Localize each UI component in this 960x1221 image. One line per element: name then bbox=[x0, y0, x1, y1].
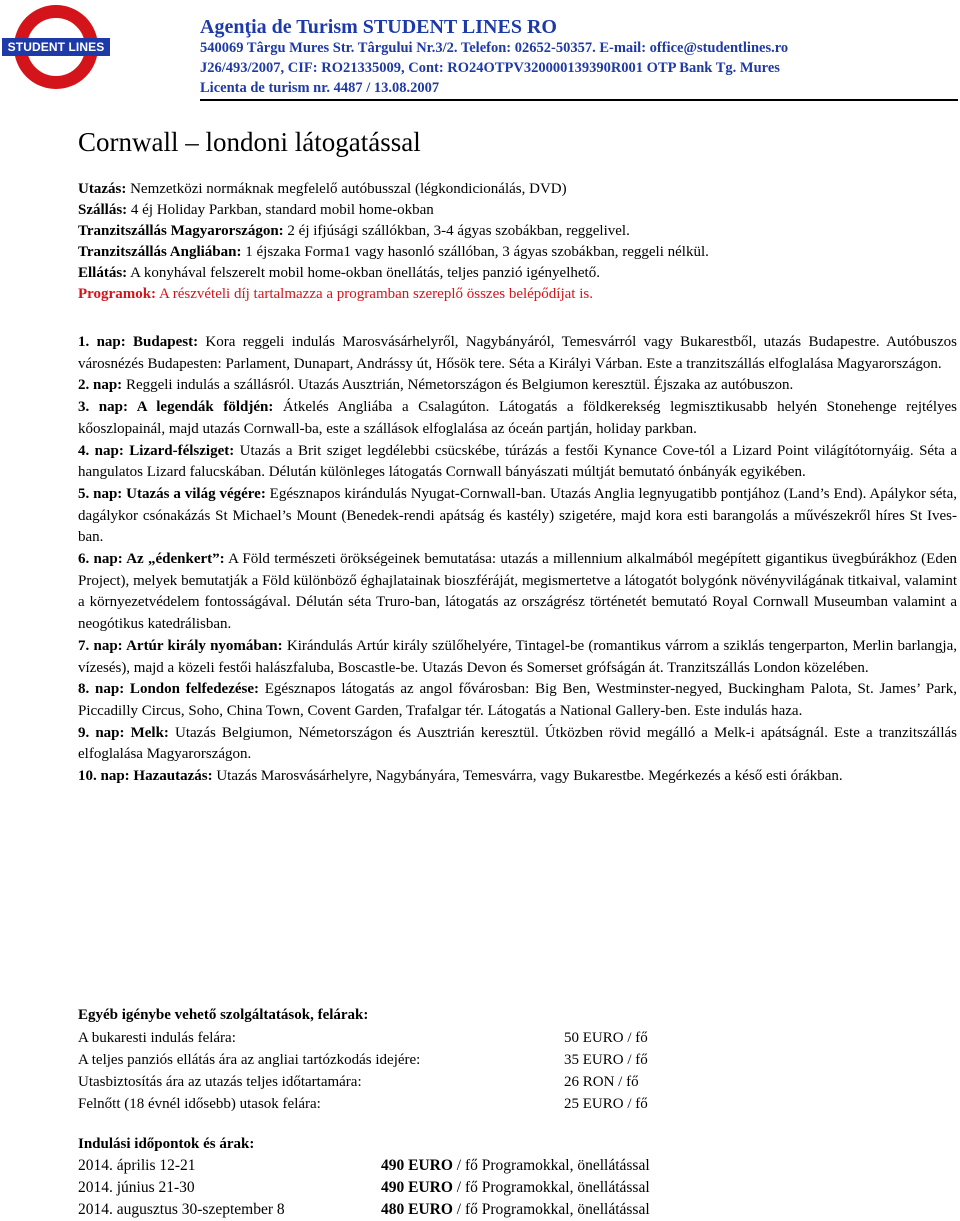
summary-transit-hu: Tranzitszállás Magyarországon: 2 éj ifjúsági szállókban, 3-4 ágyas szobákban, reggelivel. bbox=[78, 222, 630, 239]
extras-row: A bukaresti indulás felára: 50 EURO / fő bbox=[78, 1030, 648, 1046]
departure-row: 2014. április 12-21 490 EURO / fő Programokkal, önellátással bbox=[78, 1157, 650, 1174]
itinerary-day: 10. nap: Hazautazás: Utazás Marosvásárhelyre, Nagybányára, Temesvárra, vagy Bukarestbe. Megérkezés a késő esti órákban. bbox=[78, 768, 843, 785]
extras-row: A teljes panziós ellátás ára az angliai tartózkodás idejére: 35 EURO / fő bbox=[78, 1052, 648, 1068]
summary-transit-uk: Tranzitszállás Angliában: 1 éjszaka Forma1 vagy hasonló szállóban, 3 ágyas szobákban, reggeli nélkül. bbox=[78, 243, 709, 260]
itinerary-day: 5. nap: Utazás a világ végére: Egésznapos kirándulás Nyugat-Cornwall-ban. Utazás Anglia legnyugatibb pontjához (Land’s End). Apálykor séta, dagálykor csónakázás St Michael’s Mount (Benedek-rendi apátság és kastély) szigetére, majd kora esti barangolás a művészekről híres St Ives-ban. bbox=[78, 485, 957, 546]
page-title: Cornwall – londoni látogatással bbox=[78, 127, 421, 157]
departure-row: 2014. június 21-30 490 EURO / fő Programokkal, önellátással bbox=[78, 1179, 650, 1196]
agency-license: Licenta de turism nr. 4487 / 13.08.2007 bbox=[200, 80, 440, 96]
logo-text: STUDENT LINES bbox=[7, 40, 105, 54]
summary-meals: Ellátás: A konyhával felszerelt mobil home-okban önellátás, teljes panzió igényelhető. bbox=[78, 264, 600, 281]
agency-header bbox=[200, 16, 955, 98]
summary-programs: Programok: A részvételi díj tartalmazza a programban szereplő összes belépődíjat is. bbox=[78, 285, 593, 302]
departure-row: 2014. augusztus 30-szeptember 8 480 EURO / fő Programokkal, önellátással bbox=[78, 1201, 650, 1218]
itinerary-day: 7. nap: Artúr király nyomában: Kirándulás Artúr király szülőhelyére, Tintagel-be (romantikus várrom a sziklás tengerparton, Merlin barlangja, vízesés), majd a közeli festői halászfaluba, Boscastle-be. Utazás Devon és Somerset grófságán át. Tranzitszállás London közelében. bbox=[78, 637, 958, 676]
summary-travel: Utazás: Nemzetközi normáknak megfelelő autóbusszal (légkondicionálás, DVD) bbox=[78, 181, 567, 197]
itinerary-day: 9. nap: Melk: Utazás Belgiumon, Németországon és Ausztrián keresztül. Útközben rövid megálló a Melk-i apátságnál. Este a tranzitszállás elfoglalása Magyarországon. bbox=[78, 724, 958, 763]
extras-list bbox=[78, 1027, 778, 1115]
itinerary-day: 8. nap: London felfedezése: Egésznapos látogatás az angol fővárosban: Big Ben, Westminster-negyed, Buckingham Palota, St. James’ Park, Piccadilly Circus, Soho, China Town, Covent Garden, Trafalgar tér. Látogatás a National Gallery-ben. Este indulás haza. bbox=[78, 681, 957, 719]
departures-title: Indulási időpontok és árak: bbox=[78, 1136, 255, 1152]
departures-list bbox=[78, 1155, 778, 1221]
trip-summary bbox=[78, 179, 958, 304]
extras-title: Egyéb igénybe vehető szolgáltatások, felárak: bbox=[78, 1007, 369, 1023]
itinerary-day: 3. nap: A legendák földjén: Átkelés Angliába a Csalagúton. Látogatás a földkerekség legmisztikusabb helyén Stonehenge rejtélyes kőoszlopainál, majd utazás Cornwall-ba, este a szállások elfoglalása az óceán partján, holiday parkban. bbox=[78, 399, 957, 437]
itinerary-day: 6. nap: Az „édenkert”: A Föld természeti örökségeinek bemutatása: utazás a millennium alkalmából megépített gigantikus üvegbúrákhoz (Eden Project), melyek bemutatják a Föld különböző éghajlatainak bioszféráját, megismertetve a látogatót bolygónk növényvilágának titkaival, valamint a környezetvédelem fontosságával. Délután séta Truro-ban, látogatás az országrész történetét bemutató Royal Cornwall Museumban valamint a neogótikus katedrálisban. bbox=[78, 551, 957, 633]
student-lines-logo bbox=[2, 4, 110, 90]
agency-address: 540069 Târgu Mures Str. Târgului Nr.3/2. Telefon: 02652-50357. E-mail: office@studentlines.ro bbox=[200, 40, 789, 56]
extras-row: Felnőtt (18 évnél idősebb) utasok felára: 25 EURO / fő bbox=[78, 1096, 648, 1112]
itinerary-day: 1. nap: Budapest: Kora reggeli indulás Marosvásárhelyről, Nagybányáról, Temesvárról vagy Bukarestből, utazás Budapestre. Autóbuszos városnézés Budapesten: Parlament, Dunapart, Andrássy út, Hősök tere. Séta a Királyi Várban. Este a tranzitszállás elfoglalása Magyarországon. bbox=[78, 334, 957, 372]
header-divider bbox=[200, 99, 958, 101]
itinerary-day: 2. nap: Reggeli indulás a szállásról. Utazás Ausztrián, Németországon és Belgiumon keresztül. Éjszaka az autóbuszon. bbox=[78, 377, 794, 394]
agency-registration: J26/493/2007, CIF: RO21335009, Cont: RO24OTPV320000139390R001 OTP Bank Tg. Mures bbox=[200, 60, 780, 76]
agency-name: Agenţia de Turism STUDENT LINES RO bbox=[200, 16, 557, 38]
extras-row: Utasbiztosítás ára az utazás teljes időtartamára: 26 RON / fő bbox=[78, 1074, 639, 1090]
itinerary bbox=[78, 332, 957, 788]
itinerary-day: 4. nap: Lizard-félsziget: Utazás a Brit sziget legdélebbi csücskébe, túrázás a festői Kynance Cove-tól a Lizard Point világítótornyáig. Séta a hangulatos Lizard falucskában. Délután különleges látogatás Cornwall bányászati múltját bemutató ónbányák egyikében. bbox=[78, 442, 957, 481]
summary-accommodation: Szállás: 4 éj Holiday Parkban, standard mobil home-okban bbox=[78, 201, 434, 218]
